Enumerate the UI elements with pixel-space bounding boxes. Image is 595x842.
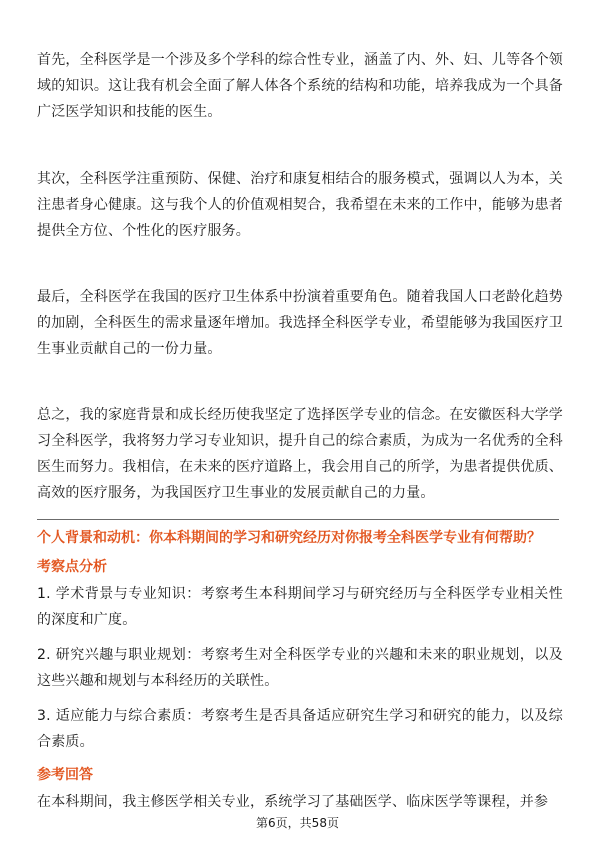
answer-text: 在本科期间，我主修医学相关专业，系统学习了基础医学、临床医学等课程，并参 <box>37 794 549 810</box>
analysis-item-3: 3. 适应能力与综合素质：考察考生是否具备适应研究生学习和研究的能力，以及综合素质。 <box>37 708 563 750</box>
paragraph-third: 最后，全科医学在我国的医疗卫生体系中扮演着重要角色。随着我国人口老龄化趋势的加剧，全科医生的需求量逐年增加。我选择全科医学专业，希望能够为我国医疗卫生事业贡献自己的一份力量。 <box>37 289 563 357</box>
paragraph-first: 首先，全科医学是一个涉及多个学科的综合性专业，涵盖了内、外、妇、儿等各个领域的知识。这让我有机会全面了解人体各个系统的结构和功能，培养我成为一个具备广泛医学知识和技能的医生。 <box>37 52 563 120</box>
section-divider <box>37 519 559 520</box>
page-number: 第6页，共58页 <box>256 816 339 830</box>
interview-question: 个人背景和动机：你本科期间的学习和研究经历对你报考全科医学专业有何帮助？ <box>37 530 541 546</box>
analysis-heading: 考察点分析 <box>37 559 107 575</box>
answer-heading: 参考回答 <box>37 767 93 783</box>
paragraph-conclusion: 总之，我的家庭背景和成长经历使我坚定了选择医学专业的信念。在安徽医科大学学习全科医学，我将努力学习专业知识，提升自己的综合素质，为成为一名优秀的全科医生而努力。我相信，在未来的医疗道路上，我会用自己的所学，为患者提供优质、高效的医疗服务，为我国医疗卫生事业的发展贡献自己的力量。 <box>37 407 563 501</box>
analysis-item-1: 1. 学术背景与专业知识：考察考生本科期间学习与研究经历与全科医学专业相关性的深度和广度。 <box>37 586 563 628</box>
paragraph-second: 其次，全科医学注重预防、保健、治疗和康复相结合的服务模式，强调以人为本，关注患者身心健康。这与我个人的价值观相契合，我希望在未来的工作中，能够为患者提供全方位、个性化的医疗服务。 <box>37 171 563 239</box>
analysis-item-2: 2. 研究兴趣与职业规划：考察考生对全科医学专业的兴趣和未来的职业规划，以及这些兴趣和规划与本科经历的关联性。 <box>37 647 563 689</box>
